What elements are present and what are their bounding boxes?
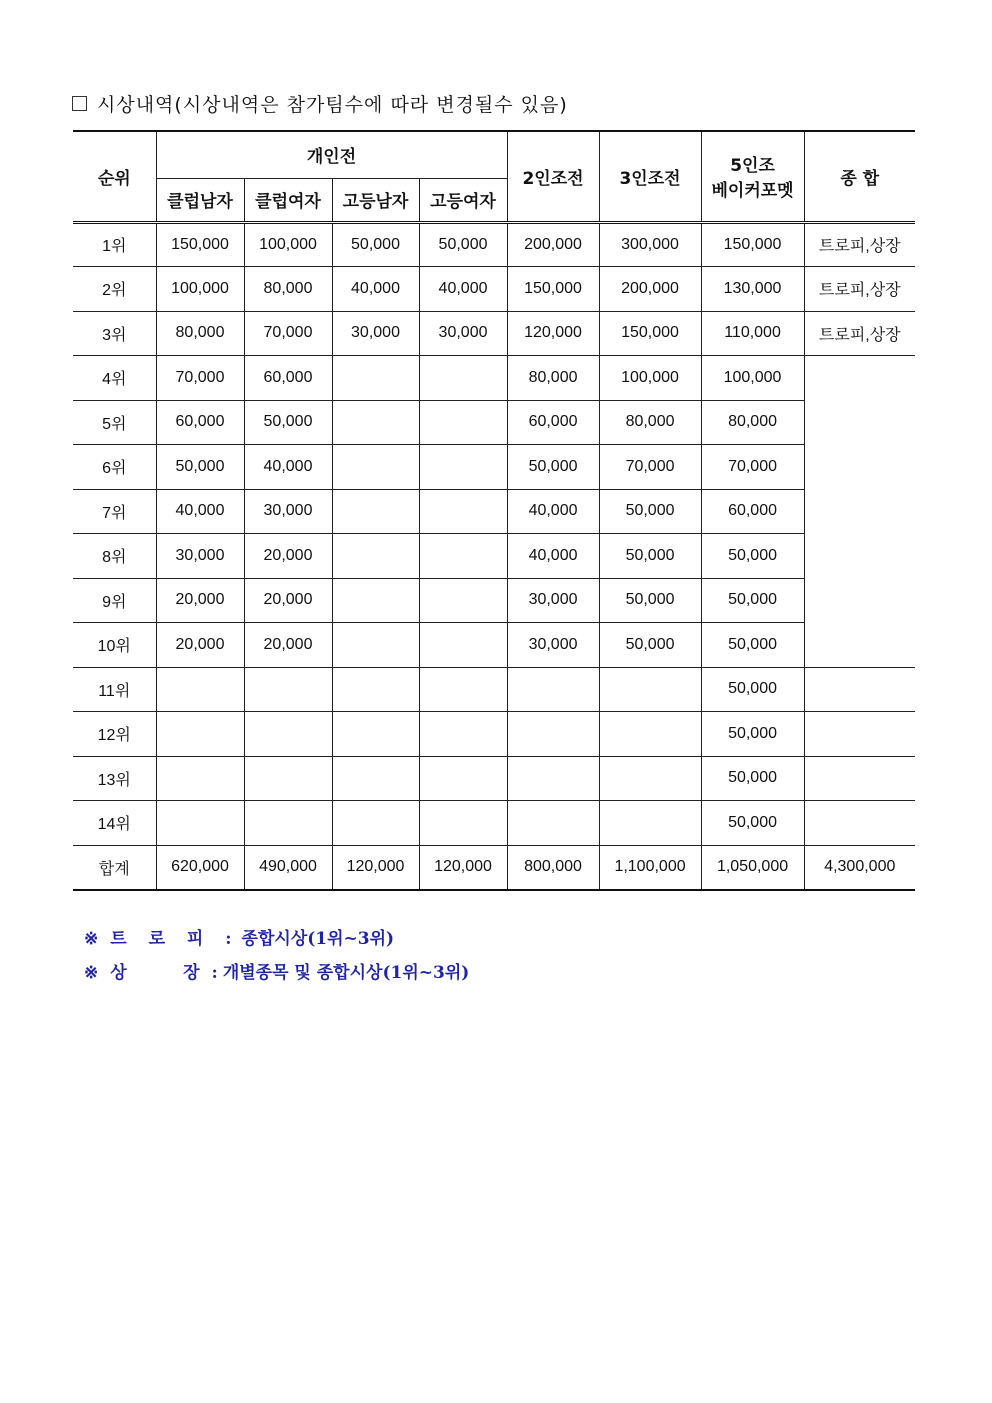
table-row bbox=[73, 489, 915, 534]
prize-cell: 150,000 bbox=[701, 222, 804, 267]
note-value: 종합시상(1위~3위) bbox=[241, 929, 395, 949]
note-key: 상 장 : bbox=[110, 963, 221, 983]
prize-cell: 30,000 bbox=[419, 311, 507, 356]
prize-cell bbox=[332, 712, 419, 757]
total-cell: 620,000 bbox=[156, 845, 244, 890]
rank-cell: 3위 bbox=[73, 311, 156, 356]
prize-cell bbox=[419, 489, 507, 534]
prize-cell: 50,000 bbox=[156, 445, 244, 490]
prize-cell: 70,000 bbox=[599, 445, 701, 490]
header-hs-men: 고등남자 bbox=[332, 178, 419, 222]
prize-cell: 40,000 bbox=[419, 267, 507, 312]
checkbox-icon bbox=[72, 96, 87, 111]
table-row bbox=[73, 445, 915, 490]
prize-cell bbox=[332, 756, 419, 801]
rank-cell: 2위 bbox=[73, 267, 156, 312]
prize-cell bbox=[156, 801, 244, 846]
prize-cell: 100,000 bbox=[156, 267, 244, 312]
table-row bbox=[73, 267, 915, 312]
note-trophy bbox=[84, 922, 469, 956]
table-row bbox=[73, 222, 915, 267]
prize-cell: 20,000 bbox=[156, 578, 244, 623]
overall-cell: 트로피,상장 bbox=[804, 222, 915, 267]
prize-cell: 40,000 bbox=[332, 267, 419, 312]
header-five-line1: 5인조 bbox=[730, 156, 775, 177]
prize-cell: 20,000 bbox=[244, 534, 332, 579]
header-club-women: 클럽여자 bbox=[244, 178, 332, 222]
prize-cell bbox=[599, 712, 701, 757]
prize-cell: 50,000 bbox=[244, 400, 332, 445]
total-cell: 4,300,000 bbox=[804, 845, 915, 890]
table-row bbox=[73, 801, 915, 846]
prize-cell bbox=[332, 445, 419, 490]
header-five bbox=[701, 131, 804, 222]
overall-cell bbox=[804, 712, 915, 757]
prize-cell: 200,000 bbox=[507, 222, 599, 267]
prize-cell: 50,000 bbox=[701, 534, 804, 579]
table-row bbox=[73, 578, 915, 623]
prize-cell: 120,000 bbox=[507, 311, 599, 356]
prize-cell bbox=[419, 400, 507, 445]
prize-cell: 60,000 bbox=[701, 489, 804, 534]
prize-cell bbox=[156, 756, 244, 801]
prize-cell: 30,000 bbox=[507, 578, 599, 623]
total-cell: 800,000 bbox=[507, 845, 599, 890]
prize-cell: 30,000 bbox=[244, 489, 332, 534]
prize-cell: 50,000 bbox=[332, 222, 419, 267]
prize-cell: 110,000 bbox=[701, 311, 804, 356]
rank-cell: 11위 bbox=[73, 667, 156, 712]
prize-cell: 80,000 bbox=[156, 311, 244, 356]
table-row bbox=[73, 400, 915, 445]
prize-cell: 40,000 bbox=[244, 445, 332, 490]
rank-cell: 12위 bbox=[73, 712, 156, 757]
header-club-men: 클럽남자 bbox=[156, 178, 244, 222]
prize-cell: 50,000 bbox=[599, 578, 701, 623]
prize-cell: 40,000 bbox=[507, 489, 599, 534]
rank-cell: 5위 bbox=[73, 400, 156, 445]
rank-cell: 1위 bbox=[73, 222, 156, 267]
prize-cell bbox=[244, 756, 332, 801]
prize-cell bbox=[419, 712, 507, 757]
prize-cell: 50,000 bbox=[701, 623, 804, 668]
overall-cell bbox=[804, 756, 915, 801]
overall-cell bbox=[804, 801, 915, 846]
prize-cell: 150,000 bbox=[156, 222, 244, 267]
prize-cell bbox=[507, 667, 599, 712]
rank-cell: 14위 bbox=[73, 801, 156, 846]
prize-cell: 40,000 bbox=[507, 534, 599, 579]
table-row bbox=[73, 534, 915, 579]
prize-cell: 70,000 bbox=[156, 356, 244, 401]
header-trio: 3인조전 bbox=[599, 131, 701, 222]
rank-cell: 6위 bbox=[73, 445, 156, 490]
prize-cell: 70,000 bbox=[244, 311, 332, 356]
rank-cell: 13위 bbox=[73, 756, 156, 801]
prize-cell: 50,000 bbox=[701, 712, 804, 757]
header-pair: 2인조전 bbox=[507, 131, 599, 222]
header-individual: 개인전 bbox=[156, 131, 507, 178]
prize-cell bbox=[332, 534, 419, 579]
table-row bbox=[73, 311, 915, 356]
table-row bbox=[73, 623, 915, 668]
prize-cell: 130,000 bbox=[701, 267, 804, 312]
prize-cell: 30,000 bbox=[332, 311, 419, 356]
rank-cell: 10위 bbox=[73, 623, 156, 668]
prize-cell bbox=[419, 667, 507, 712]
prize-cell: 40,000 bbox=[156, 489, 244, 534]
prize-cell bbox=[244, 667, 332, 712]
prize-cell bbox=[419, 445, 507, 490]
prize-cell: 150,000 bbox=[599, 311, 701, 356]
table-row bbox=[73, 667, 915, 712]
prize-cell: 80,000 bbox=[701, 400, 804, 445]
prize-cell bbox=[156, 667, 244, 712]
prize-cell bbox=[332, 623, 419, 668]
prize-cell: 20,000 bbox=[156, 623, 244, 668]
prize-cell: 100,000 bbox=[701, 356, 804, 401]
note-value: 개별종목 및 종합시상(1위~3위) bbox=[222, 963, 470, 983]
header-overall: 종 합 bbox=[804, 131, 915, 222]
prize-cell: 50,000 bbox=[507, 445, 599, 490]
prize-cell bbox=[244, 712, 332, 757]
total-cell: 1,100,000 bbox=[599, 845, 701, 890]
prize-cell: 80,000 bbox=[244, 267, 332, 312]
prize-cell: 50,000 bbox=[599, 489, 701, 534]
prize-cell: 50,000 bbox=[419, 222, 507, 267]
section-title bbox=[72, 90, 568, 117]
table-row bbox=[73, 756, 915, 801]
overall-cell bbox=[804, 667, 915, 712]
note-certificate bbox=[84, 956, 469, 990]
prize-cell bbox=[599, 667, 701, 712]
note-symbol: ※ bbox=[84, 929, 99, 949]
prize-cell: 100,000 bbox=[244, 222, 332, 267]
rank-cell: 9위 bbox=[73, 578, 156, 623]
prize-cell bbox=[419, 801, 507, 846]
prize-cell bbox=[419, 623, 507, 668]
prize-cell: 80,000 bbox=[599, 400, 701, 445]
prize-table bbox=[73, 130, 915, 891]
section-title-text: 시상내역(시상내역은 참가팀수에 따라 변경될수 있음) bbox=[97, 94, 568, 116]
prize-cell: 30,000 bbox=[507, 623, 599, 668]
prize-cell: 50,000 bbox=[599, 534, 701, 579]
prize-cell: 30,000 bbox=[156, 534, 244, 579]
prize-cell bbox=[332, 489, 419, 534]
prize-cell bbox=[507, 712, 599, 757]
note-symbol: ※ bbox=[84, 963, 99, 983]
prize-cell: 100,000 bbox=[599, 356, 701, 401]
total-cell: 120,000 bbox=[332, 845, 419, 890]
total-cell: 120,000 bbox=[419, 845, 507, 890]
prize-cell bbox=[332, 801, 419, 846]
prize-cell: 50,000 bbox=[599, 623, 701, 668]
prize-cell bbox=[419, 534, 507, 579]
prize-cell bbox=[244, 801, 332, 846]
prize-cell bbox=[156, 712, 244, 757]
prize-cell: 20,000 bbox=[244, 623, 332, 668]
prize-cell bbox=[419, 578, 507, 623]
rank-cell: 7위 bbox=[73, 489, 156, 534]
notes bbox=[84, 922, 469, 990]
prize-cell: 60,000 bbox=[244, 356, 332, 401]
rank-cell: 8위 bbox=[73, 534, 156, 579]
prize-cell: 80,000 bbox=[507, 356, 599, 401]
prize-cell: 200,000 bbox=[599, 267, 701, 312]
prize-cell: 50,000 bbox=[701, 801, 804, 846]
total-cell: 1,050,000 bbox=[701, 845, 804, 890]
prize-cell bbox=[332, 400, 419, 445]
header-five-line2: 베이커포멧 bbox=[711, 181, 794, 202]
prize-cell: 50,000 bbox=[701, 756, 804, 801]
prize-cell bbox=[332, 578, 419, 623]
prize-cell bbox=[419, 356, 507, 401]
note-key: 트 로 피 : bbox=[110, 929, 240, 949]
header-hs-women: 고등여자 bbox=[419, 178, 507, 222]
total-label: 합계 bbox=[73, 845, 156, 890]
overall-cell: 트로피,상장 bbox=[804, 267, 915, 312]
total-row bbox=[73, 845, 915, 890]
prize-cell: 60,000 bbox=[507, 400, 599, 445]
prize-cell bbox=[599, 756, 701, 801]
prize-cell: 20,000 bbox=[244, 578, 332, 623]
overall-cell: 트로피,상장 bbox=[804, 311, 915, 356]
prize-cell bbox=[419, 756, 507, 801]
prize-cell bbox=[599, 801, 701, 846]
table-row bbox=[73, 712, 915, 757]
prize-cell bbox=[507, 756, 599, 801]
prize-cell: 50,000 bbox=[701, 667, 804, 712]
prize-cell: 300,000 bbox=[599, 222, 701, 267]
rank-cell: 4위 bbox=[73, 356, 156, 401]
header-rank: 순위 bbox=[73, 131, 156, 222]
prize-cell: 60,000 bbox=[156, 400, 244, 445]
prize-cell: 150,000 bbox=[507, 267, 599, 312]
prize-cell bbox=[507, 801, 599, 846]
prize-cell: 70,000 bbox=[701, 445, 804, 490]
prize-cell bbox=[332, 667, 419, 712]
table-row bbox=[73, 356, 915, 401]
overall-blank-cell bbox=[804, 356, 915, 668]
prize-cell bbox=[332, 356, 419, 401]
total-cell: 490,000 bbox=[244, 845, 332, 890]
prize-cell: 50,000 bbox=[701, 578, 804, 623]
